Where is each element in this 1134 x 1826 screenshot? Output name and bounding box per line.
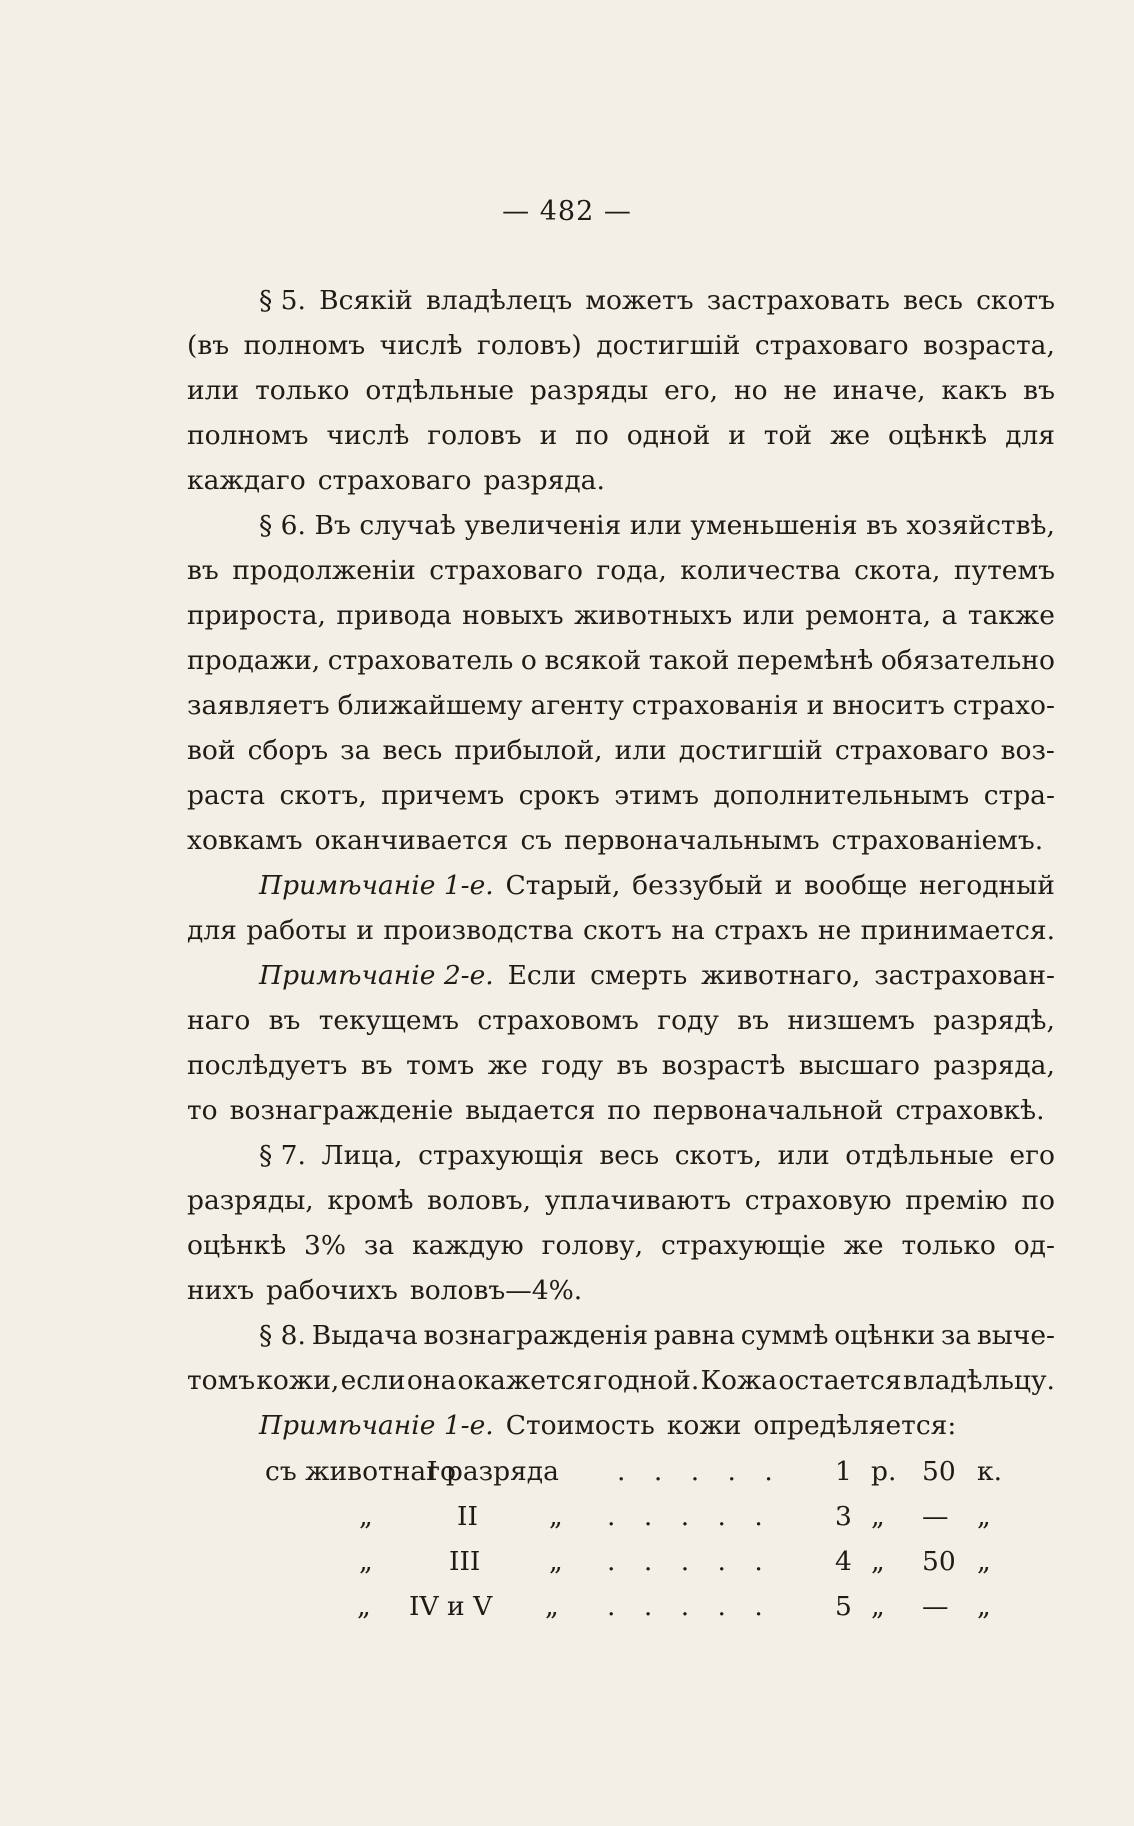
word: но [734, 375, 768, 406]
word: возрастѣ [661, 1050, 786, 1081]
kopecks-value: — [922, 1591, 949, 1622]
note-heading: Примѣчаніе 2-е. [259, 960, 494, 991]
ditto-mark: „ [871, 1501, 885, 1532]
word: опредѣляется: [753, 1410, 957, 1441]
word: беззубый [632, 870, 763, 901]
word: окажется [457, 1365, 593, 1396]
word: застраховать [706, 285, 890, 316]
word: въ [866, 510, 898, 541]
ditto-mark: „ [357, 1591, 371, 1622]
word: той [763, 420, 813, 451]
ditto-mark: „ [359, 1546, 373, 1577]
word: равна [653, 1320, 736, 1351]
word: рабочихъ [266, 1275, 398, 1306]
word: за [340, 735, 371, 766]
word: томъ [406, 1050, 475, 1081]
word: Старый, [505, 870, 621, 901]
word: для [1005, 420, 1055, 451]
word: привода [336, 600, 452, 631]
word: воловъ, [427, 1185, 532, 1216]
word: текущемъ [318, 1005, 460, 1036]
word: весь [903, 285, 963, 316]
word: его, [664, 375, 719, 406]
word: или [629, 510, 682, 541]
word: о [520, 645, 537, 676]
word: оцѣнки [834, 1320, 936, 1351]
word: производства [383, 915, 574, 946]
word: и [539, 420, 558, 451]
word: страхующія [418, 1140, 584, 1171]
word: и [356, 915, 374, 946]
word: воловъ—4%. [409, 1275, 583, 1306]
word: страховаго [834, 735, 989, 766]
text-line-24 [187, 1313, 1055, 1358]
word: ближайшему [337, 690, 523, 721]
word: страховаго [429, 555, 583, 586]
text-line-8 [187, 593, 1055, 638]
word: такой [648, 645, 730, 676]
word: вознагражденія [423, 1320, 649, 1351]
word: смерть [590, 960, 688, 991]
word: вноситъ [832, 690, 945, 721]
word: случаѣ [359, 510, 456, 541]
word: премію [905, 1185, 1008, 1216]
word: можетъ [585, 285, 694, 316]
text-line-25 [187, 1358, 1055, 1403]
text-line-14 [187, 863, 1055, 908]
ditto-mark: „ [359, 1501, 373, 1532]
rubles-value: 1 [835, 1456, 852, 1487]
word: страхъ [714, 915, 809, 946]
text-line-2 [187, 323, 1055, 368]
word: принимается. [860, 915, 1055, 946]
word: одной [626, 420, 711, 451]
text-line-20 [187, 1133, 1055, 1178]
word: Кожа [700, 1365, 778, 1396]
word: заявляетъ [187, 690, 330, 721]
ditto-mark: „ [977, 1546, 991, 1577]
word: и [728, 420, 746, 451]
leader-dots: . . . . . [607, 1591, 773, 1622]
word: этимъ [614, 780, 699, 811]
word: страхованіемъ. [831, 825, 1044, 856]
word: числѣ [379, 330, 463, 361]
leader-dots: . . . . . [617, 1456, 783, 1487]
word: по [1021, 1185, 1055, 1216]
text-line-4 [187, 413, 1055, 458]
word: вообще [804, 870, 908, 901]
word: § 5. [259, 285, 306, 316]
row-label: съ животнаго [265, 1456, 456, 1487]
word: полномъ [243, 330, 366, 361]
word: съ [520, 825, 553, 856]
word: застрахован- [874, 960, 1055, 991]
word: скотъ, [279, 780, 367, 811]
word: весь [599, 1140, 660, 1171]
word: владѣльцу. [902, 1365, 1055, 1396]
word: Выдача [311, 1320, 418, 1351]
word: перемѣнѣ [737, 645, 874, 676]
ditto-mark: „ [871, 1591, 885, 1622]
text-line-22 [187, 1223, 1055, 1268]
word: года, [596, 555, 667, 586]
word: по [607, 1095, 641, 1126]
word: увеличенія [464, 510, 622, 541]
word: скотъ, [674, 1140, 763, 1171]
word: Стоимость [505, 1410, 655, 1441]
skin-value-table [187, 1449, 1055, 1629]
word: то [187, 1095, 218, 1126]
ditto-mark: „ [549, 1546, 563, 1577]
word: стра- [983, 780, 1055, 811]
word: разряды [529, 375, 649, 406]
word: по [575, 420, 609, 451]
word: § 7. [259, 1140, 306, 1171]
text-line-15 [187, 908, 1055, 953]
word: количества [680, 555, 841, 586]
word: же [829, 420, 871, 451]
word: кромѣ [327, 1185, 414, 1216]
page-number: — 482 — [502, 196, 632, 227]
word: отдѣльные [845, 1140, 994, 1171]
kopecks-value: 50 [922, 1546, 956, 1577]
word: и [774, 870, 793, 901]
rubles-value: 5 [835, 1591, 852, 1622]
ditto-mark: „ [549, 1501, 563, 1532]
word: же [843, 1230, 884, 1261]
word: году [657, 1005, 719, 1036]
word: полномъ [187, 420, 309, 451]
word: оканчивается [314, 825, 509, 856]
word: она [406, 1365, 457, 1396]
table-row [187, 1584, 1055, 1629]
word: всякой [544, 645, 642, 676]
word: раста [187, 780, 266, 811]
word: хозяйствѣ, [906, 510, 1055, 541]
word: путемъ [953, 555, 1055, 586]
word: негодный [919, 870, 1055, 901]
word: выче- [976, 1320, 1055, 1351]
word: годной. [593, 1365, 700, 1396]
word: же [487, 1050, 528, 1081]
word: только [255, 375, 350, 406]
text-line-12 [187, 773, 1055, 818]
word: разряда, [933, 1050, 1055, 1081]
word: од- [1013, 1230, 1055, 1261]
text-line-1 [187, 278, 1055, 323]
word: остается [778, 1365, 902, 1396]
leader-dots: . . . . . [607, 1501, 773, 1532]
word: Если [507, 960, 577, 991]
word: страхованія [631, 690, 799, 721]
word: животныхъ [574, 600, 733, 631]
rubles-value: 3 [835, 1501, 852, 1532]
word: въ [737, 1005, 770, 1036]
word: прироста, [187, 600, 326, 631]
rank-label: IV и V [409, 1591, 493, 1622]
word: голову, [541, 1230, 644, 1261]
word: § 6. [259, 510, 306, 541]
text-line-18 [187, 1043, 1055, 1088]
word: Въ [314, 510, 351, 541]
word: скотъ [976, 285, 1055, 316]
word: страховомъ [477, 1005, 639, 1036]
word: головъ [427, 420, 522, 451]
word: за [363, 1230, 395, 1261]
word: продажи, [187, 645, 321, 676]
word: прибылой, [454, 735, 603, 766]
word: или [742, 600, 795, 631]
word: суммѣ [740, 1320, 829, 1351]
word: страховаго [754, 330, 909, 361]
word: дополнительнымъ [713, 780, 970, 811]
text-line-5 [187, 458, 1055, 503]
word: или [777, 1140, 830, 1171]
word: § 8. [259, 1320, 306, 1351]
word: не [783, 375, 817, 406]
word: агенту [530, 690, 624, 721]
word: или [187, 375, 240, 406]
word: страховаго [317, 465, 472, 496]
word: страхователь [327, 645, 514, 676]
text-line-21 [187, 1178, 1055, 1223]
text-line-19 [187, 1088, 1055, 1133]
word: каждаго [187, 465, 306, 496]
text-line-7 [187, 548, 1055, 593]
word: новыхъ [462, 600, 564, 631]
text-line-10 [187, 683, 1055, 728]
word: срокъ [518, 780, 600, 811]
word: въ [360, 1050, 393, 1081]
word: Лица, [321, 1140, 403, 1171]
word: въ [616, 1050, 649, 1081]
text-line-23 [187, 1268, 1055, 1313]
word: (въ [187, 330, 230, 361]
word: Всякій [319, 285, 413, 316]
word: томъ [187, 1365, 256, 1396]
word: первоначальнымъ [564, 825, 820, 856]
rubles-value: 4 [835, 1546, 852, 1577]
text-line-26 [187, 1403, 1055, 1448]
word: высшаго [798, 1050, 920, 1081]
word: на [671, 915, 705, 946]
note-heading: Примѣчаніе 1-е. [259, 1410, 494, 1441]
word: также [967, 600, 1055, 631]
word: послѣдуетъ [187, 1050, 348, 1081]
word: числѣ [326, 420, 410, 451]
word: въ [268, 1005, 301, 1036]
note-heading: Примѣчаніе 1-е. [259, 870, 494, 901]
word: достигшій [596, 330, 741, 361]
word: скотъ [582, 915, 662, 946]
word: воз- [1000, 735, 1055, 766]
word: достигшій [678, 735, 823, 766]
word: страхо- [952, 690, 1055, 721]
kopecks-value: — [922, 1501, 949, 1532]
word: сборъ [247, 735, 329, 766]
ditto-mark: „ [871, 1546, 885, 1577]
word: въ [1023, 375, 1055, 406]
word: страховкѣ. [895, 1095, 1045, 1126]
text-line-3 [187, 368, 1055, 413]
word: 3% [304, 1230, 347, 1261]
body-text [187, 278, 1055, 1448]
word: первоначальной [652, 1095, 884, 1126]
ditto-mark: „ [977, 1591, 991, 1622]
word: ховкамъ [187, 825, 303, 856]
leader-dots: . . . . . [607, 1546, 773, 1577]
word: если [340, 1365, 406, 1396]
table-row [187, 1494, 1055, 1539]
word: кожи [666, 1410, 742, 1441]
word: весь [382, 735, 443, 766]
word: отдѣльные [365, 375, 515, 406]
word: году [541, 1050, 604, 1081]
word: вой [187, 735, 236, 766]
text-line-9 [187, 638, 1055, 683]
word: какъ [941, 375, 1008, 406]
word: причемъ [381, 780, 505, 811]
word: каждую [412, 1230, 524, 1261]
word: уменьшенія [690, 510, 858, 541]
text-line-16 [187, 953, 1055, 998]
word: за [940, 1320, 972, 1351]
word: разряда. [483, 465, 605, 496]
kopecks-value: 50 [922, 1456, 956, 1487]
ditto-mark: „ [977, 1501, 991, 1532]
word: обязательно [880, 645, 1055, 676]
word: не [817, 915, 852, 946]
rank-label: II [457, 1501, 478, 1532]
word: а [941, 600, 958, 631]
word: страховую [744, 1185, 892, 1216]
text-line-13 [187, 818, 1055, 863]
word: оцѣнкѣ [187, 1230, 287, 1261]
text-line-6 [187, 503, 1055, 548]
word: владѣлецъ [425, 285, 573, 316]
word: иначе, [832, 375, 926, 406]
rubles-unit: р. [871, 1456, 897, 1487]
word: вознагражденіе [229, 1095, 454, 1126]
word: уплачиваютъ [544, 1185, 732, 1216]
word: головъ) [477, 330, 582, 361]
word: кожи, [256, 1365, 340, 1396]
word: возраста, [923, 330, 1055, 361]
word: разрядѣ, [933, 1005, 1055, 1036]
word: наго [187, 1005, 251, 1036]
word: выдается [465, 1095, 596, 1126]
rank-label: I разряда [427, 1456, 559, 1487]
word: скота, [854, 555, 941, 586]
word: его [1009, 1140, 1055, 1171]
text-line-17 [187, 998, 1055, 1043]
text-line-11 [187, 728, 1055, 773]
rank-label: III [449, 1546, 481, 1577]
word: ремонта, [805, 600, 932, 631]
table-row [187, 1449, 1055, 1494]
kopecks-unit: к. [977, 1456, 1002, 1487]
word: въ [187, 555, 219, 586]
word: для [187, 915, 237, 946]
word: продолженіи [232, 555, 416, 586]
table-row [187, 1539, 1055, 1584]
ditto-mark: „ [545, 1591, 559, 1622]
word: и [806, 690, 825, 721]
word: или [614, 735, 667, 766]
word: только [901, 1230, 996, 1261]
word: нихъ [187, 1275, 255, 1306]
word: работы [246, 915, 347, 946]
word: низшемъ [787, 1005, 915, 1036]
word: разряды, [187, 1185, 314, 1216]
word: животнаго, [701, 960, 861, 991]
word: страхующіе [661, 1230, 826, 1261]
word: оцѣнкѣ [887, 420, 988, 451]
